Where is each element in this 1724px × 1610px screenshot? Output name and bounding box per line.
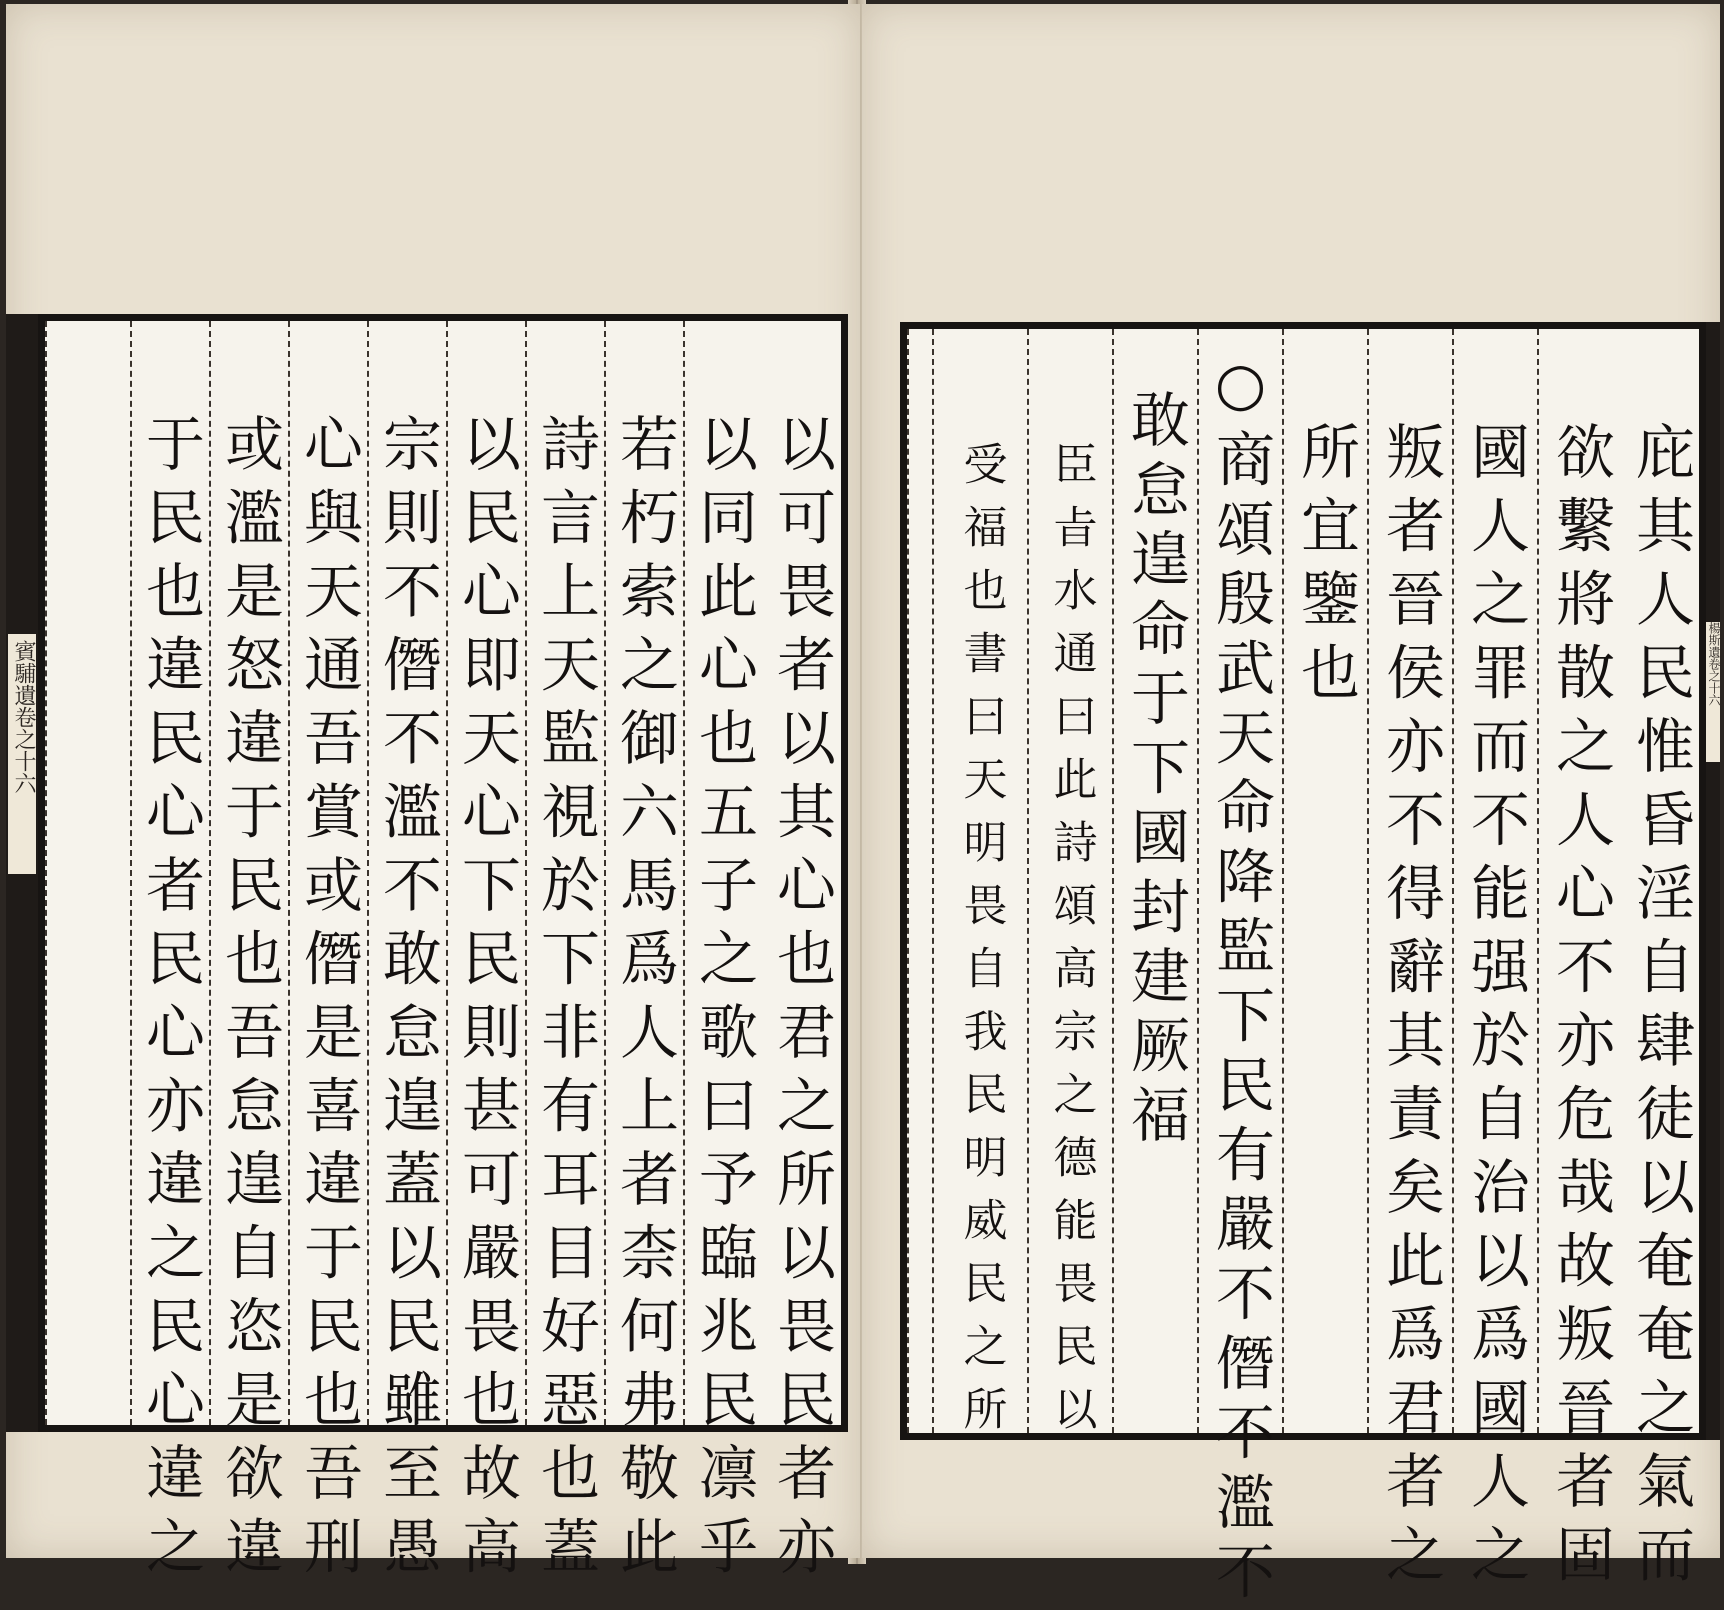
right-column-6	[1197, 329, 1282, 1610]
left-column-4-text: 詩言上天監視於下非有耳目好惡也蓋	[531, 413, 600, 1589]
right-column-7	[1112, 329, 1197, 1433]
left-column-3-text: 若朽索之御六馬爲人上者柰何弗敬此	[610, 413, 679, 1589]
left-column-9	[130, 321, 209, 1589]
right-column-3	[1452, 329, 1537, 1597]
right-column-3-text: 國人之罪而不能强於自治以爲國人之	[1461, 421, 1530, 1597]
left-column-2	[683, 321, 762, 1589]
left-column-6-text: 宗則不僭不濫不敢怠遑蓋以民雖至愚	[373, 413, 442, 1589]
right-column-blank	[907, 329, 932, 1433]
left-column-1	[762, 321, 841, 1589]
right-column-7-text: 敢怠遑命于下國封建厥福	[1121, 389, 1190, 1154]
left-column-6	[367, 321, 446, 1589]
right-column-8	[1027, 329, 1112, 1449]
left-column-7	[288, 321, 367, 1589]
left-column-5	[446, 321, 525, 1589]
right-column-9	[932, 329, 1027, 1449]
left-page-edge	[6, 314, 38, 1432]
right-column-2-text: 欲繫將散之人心不亦危哉故叛晉者固	[1546, 421, 1615, 1597]
left-column-2-text: 以同此心也五子之歌曰予臨兆民凛乎	[689, 413, 758, 1589]
left-column-5-text: 以民心即天心下民則甚可嚴畏也故高	[452, 413, 521, 1589]
left-column-1-text: 以可畏者以其心也君之所以畏民者亦	[767, 413, 836, 1589]
right-column-8-text: 臣㫖水通曰此詩頌高宗之德能畏民以	[1045, 441, 1097, 1449]
left-column-blank	[45, 321, 130, 1425]
left-column-9-text: 于民也違民心者民心亦違之民心違之	[136, 413, 205, 1589]
left-column-8-text: 或濫是怒違于民也吾怠遑自恣是欲違	[215, 413, 284, 1589]
right-page-edge	[1706, 322, 1720, 1440]
left-column-7-text: 心與天通吾賞或僭是喜違于民也吾刑	[294, 413, 363, 1589]
right-column-2	[1537, 329, 1622, 1597]
left-column-3	[604, 321, 683, 1589]
right-text-frame	[900, 322, 1706, 1610]
right-column-1-text: 庇其人民惟昏淫自肆徒以奄奄之氣而	[1626, 421, 1695, 1597]
right-column-1	[1622, 329, 1699, 1597]
left-column-4	[525, 321, 604, 1589]
left-column-8	[209, 321, 288, 1589]
right-edge-label: 楊斯遺卷之十六	[1706, 622, 1720, 762]
right-column-9-text: 受福也書曰天明畏自我民明威民之所	[955, 441, 1007, 1449]
right-column-6-text: ○商頌殷武天命降監下民有嚴不僭不濫不	[1206, 349, 1275, 1610]
right-column-5-text: 所宜鑒也	[1291, 421, 1360, 715]
right-column-4-text: 叛者晉侯亦不得辭其責矣此爲君者之	[1376, 421, 1445, 1597]
right-column-4	[1367, 329, 1452, 1597]
left-text-frame	[38, 314, 848, 1589]
right-column-5	[1282, 329, 1367, 1433]
left-edge-label: 賓䮒遺卷之十六	[8, 634, 36, 874]
